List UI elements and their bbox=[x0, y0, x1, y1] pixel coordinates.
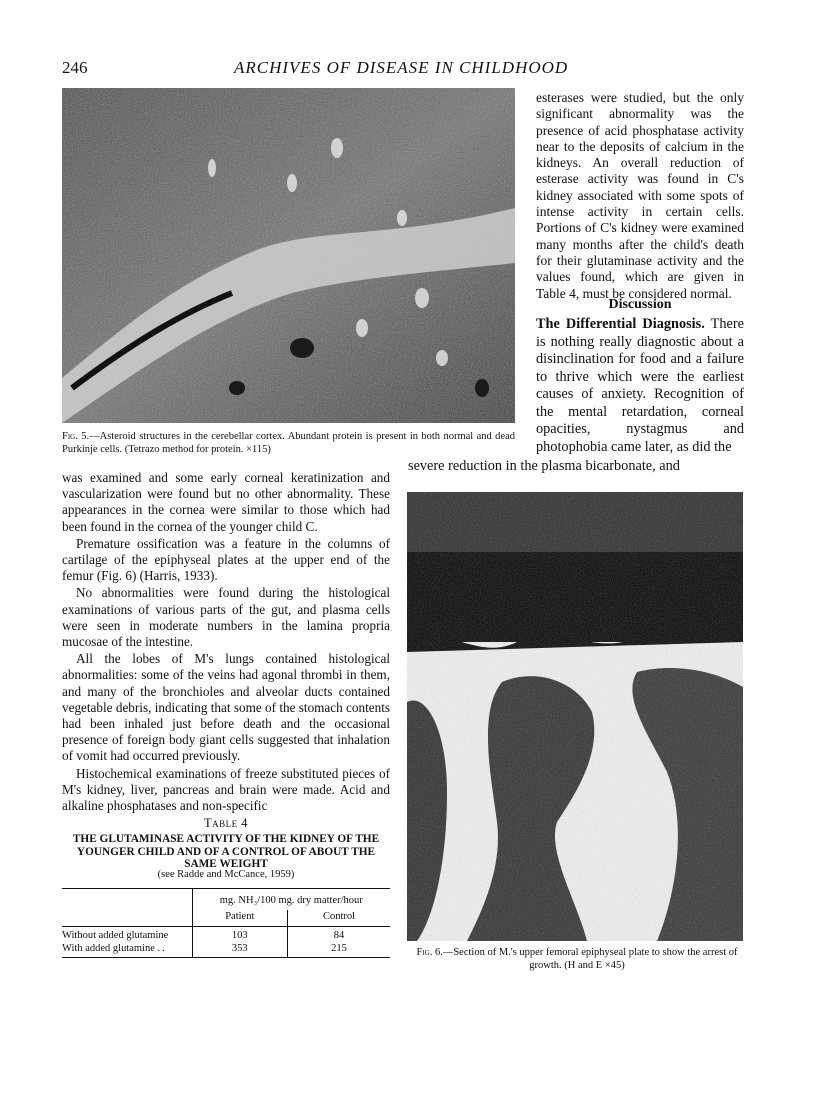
table-4 bbox=[62, 888, 390, 958]
figure-6-micrograph bbox=[407, 492, 743, 941]
discussion-text: There is nothing really diagnostic about a disinclination for food and a failure to thrive which were the earliest causes of anxiety. Recognition of the mental retardation, corneal opacities, nystagmus and photophobia came later, as did the bbox=[536, 316, 744, 455]
table-cell-patient: 103 bbox=[192, 927, 288, 943]
table-units-header: mg. NH₃/100 mg. dry matter/hour bbox=[192, 889, 390, 911]
discussion-wide-line: severe reduction in the plasma bicarbonate, and bbox=[408, 458, 680, 474]
differential-diagnosis-subheading: The Differential Diagnosis. bbox=[536, 316, 705, 332]
table-column-header: Control bbox=[288, 910, 390, 927]
left-column-body bbox=[62, 470, 390, 815]
discussion-heading: Discussion bbox=[608, 297, 672, 312]
table-4-heading: THE GLUTAMINASE ACTIVITY OF THE KIDNEY OF THE YOUNGER CHILD AND OF A CONTROL OF ABOUT THE SAME WEIGHT bbox=[72, 833, 380, 870]
table-row-label: Without added glutamine bbox=[62, 930, 169, 941]
body-paragraph: Premature ossification was a feature in the columns of cartilage of the epiphyseal plates at the upper end of the femur (Fig. 6) (Harris, 1933). bbox=[62, 535, 390, 584]
body-paragraph: Histochemical examinations of freeze substituted pieces of M's kidney, liver, pancreas and brain were made. Acid and alkaline phosphatases and non-specific bbox=[62, 765, 390, 814]
table-corner-cell bbox=[62, 910, 192, 927]
table-column-header: Patient bbox=[192, 910, 288, 927]
table-corner-cell bbox=[62, 889, 192, 911]
figure-6-caption bbox=[410, 946, 744, 972]
table-4-title: Table 4 bbox=[203, 816, 248, 830]
body-paragraph: was examined and some early corneal keratinization and vascularization were found but no other abnormality. These appearances in the cornea were similar to those which had been found in the cornea of the younger child C. bbox=[62, 470, 390, 534]
body-paragraph: No abnormalities were found during the histological examinations of various parts of the gut, and plasma cells were seen in moderate numbers in the lamina propria mucosae of the intestine. bbox=[62, 585, 390, 650]
differential-diagnosis-paragraph bbox=[536, 316, 744, 456]
figure-6-caption-text: —Section of M.'s upper femoral epiphyseal plate to show the arrest of growth. (H and E ×45) bbox=[442, 947, 738, 971]
table-row bbox=[62, 942, 390, 958]
table-row-label: With added glutamine .. bbox=[62, 942, 192, 958]
running-head: ARCHIVES OF DISEASE IN CHILDHOOD bbox=[234, 58, 569, 77]
table-row bbox=[62, 927, 390, 943]
table-cell-control: 215 bbox=[288, 942, 390, 958]
right-column-continuation bbox=[536, 90, 744, 302]
page-number: 246 bbox=[62, 58, 88, 77]
table-4-source: (see Radde and McCance, 1959) bbox=[157, 869, 295, 880]
figure-6-label: Fig. 6. bbox=[416, 947, 443, 958]
body-paragraph: All the lobes of M's lungs contained histological abnormalities: some of the veins had agonal thrombi in them, and many of the bronchioles and alveolar ducts contained vegetable debris, indicating that some of the stomach contents had been inhaled just before death and the occasional presence of foreign body giant cells suggested that inhalation of vomit had occurred previously. bbox=[62, 651, 390, 764]
figure-5-caption bbox=[62, 430, 515, 456]
figure-5-caption-text: —Asteroid structures in the cerebellar cortex. Abundant protein is present in both normal and dead Purkinje cells. (Tetrazo method for protein. ×115) bbox=[62, 431, 515, 455]
table-cell-control: 84 bbox=[288, 927, 390, 943]
table-cell-patient: 353 bbox=[192, 942, 288, 958]
figure-5-label: Fig. 5. bbox=[62, 431, 90, 442]
figure-5-micrograph bbox=[62, 88, 515, 423]
continuation-paragraph: esterases were studied, but the only significant abnormality was the presence of acid phosphatase activity near to the deposits of calcium in the kidneys. An overall reduction of esterase activity was found in C's kidney associated with some spots of intense activity in certain cells. Portions of C's kidney were examined many months after the child's death for their glutaminase activity and the values found, which are given in Table 4, must be considered normal. bbox=[536, 90, 744, 301]
